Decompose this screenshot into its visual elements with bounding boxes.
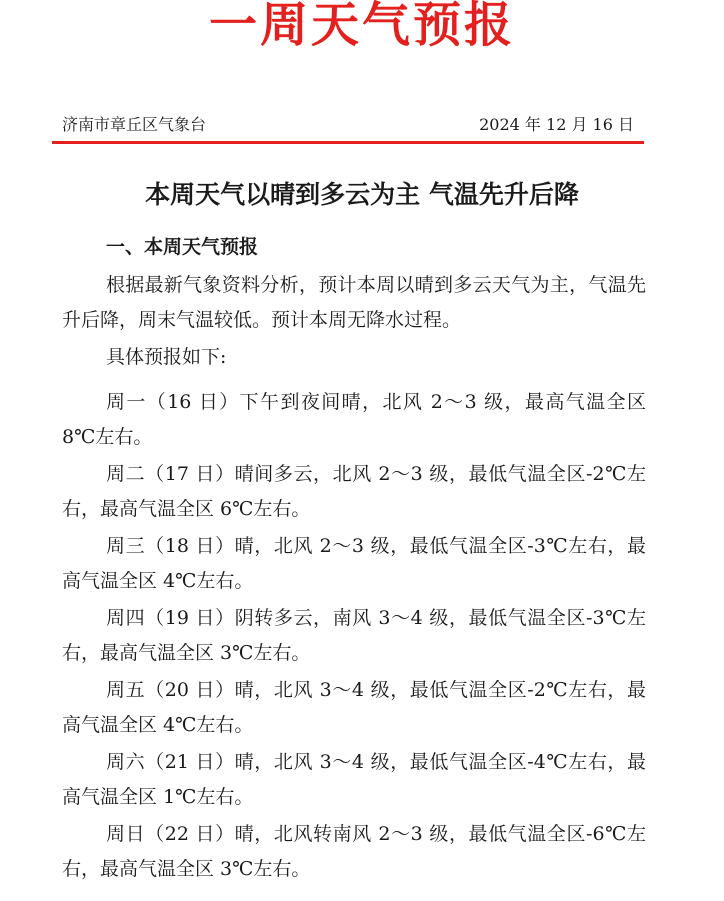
forecast-tuesday: 周二（17 日）晴间多云，北风 2～3 级，最低气温全区-2℃左右，最高气温全区 6℃左右。 <box>62 463 646 520</box>
masthead-title: 一周天气预报 <box>208 0 515 53</box>
issue-date: 2024 年 12 月 16 日 <box>479 115 634 134</box>
forecast-saturday: 周六（21 日）晴，北风 3～4 级，最低气温全区-4℃左右，最高气温全区 1℃左右。 <box>62 751 646 808</box>
forecast-friday: 周五（20 日）晴，北风 3～4 级，最低气温全区-2℃左右，最高气温全区 4℃左右。 <box>62 679 646 736</box>
forecast-sunday: 周日（22 日）晴，北风转南风 2～3 级，最低气温全区-6℃左右，最高气温全区 3℃左右。 <box>62 823 646 880</box>
intro-paragraph: 根据最新气象资料分析，预计本周以晴到多云天气为主，气温先升后降，周末气温较低。预计本周无降水过程。 <box>62 274 646 331</box>
issuer-name: 济南市章丘区气象台 <box>62 115 207 134</box>
article-headline: 本周天气以晴到多云为主 气温先升后降 <box>145 180 579 209</box>
forecast-wednesday: 周三（18 日）晴，北风 2～3 级，最低气温全区-3℃左右，最高气温全区 4℃左右。 <box>62 535 646 592</box>
red-divider <box>52 141 644 144</box>
issuer-row <box>62 113 634 137</box>
forecast-monday: 周一（16 日）下午到夜间晴，北风 2～3 级，最高气温全区 8℃左右。 <box>62 391 646 448</box>
daily-forecast-list <box>62 385 646 889</box>
section-heading: 一、本周天气预报 <box>106 236 259 258</box>
lead-in-paragraph: 具体预报如下: <box>106 346 227 368</box>
forecast-thursday: 周四（19 日）阴转多云，南风 3～4 级，最低气温全区-3℃左右，最高气温全区 3℃左右。 <box>62 607 646 664</box>
